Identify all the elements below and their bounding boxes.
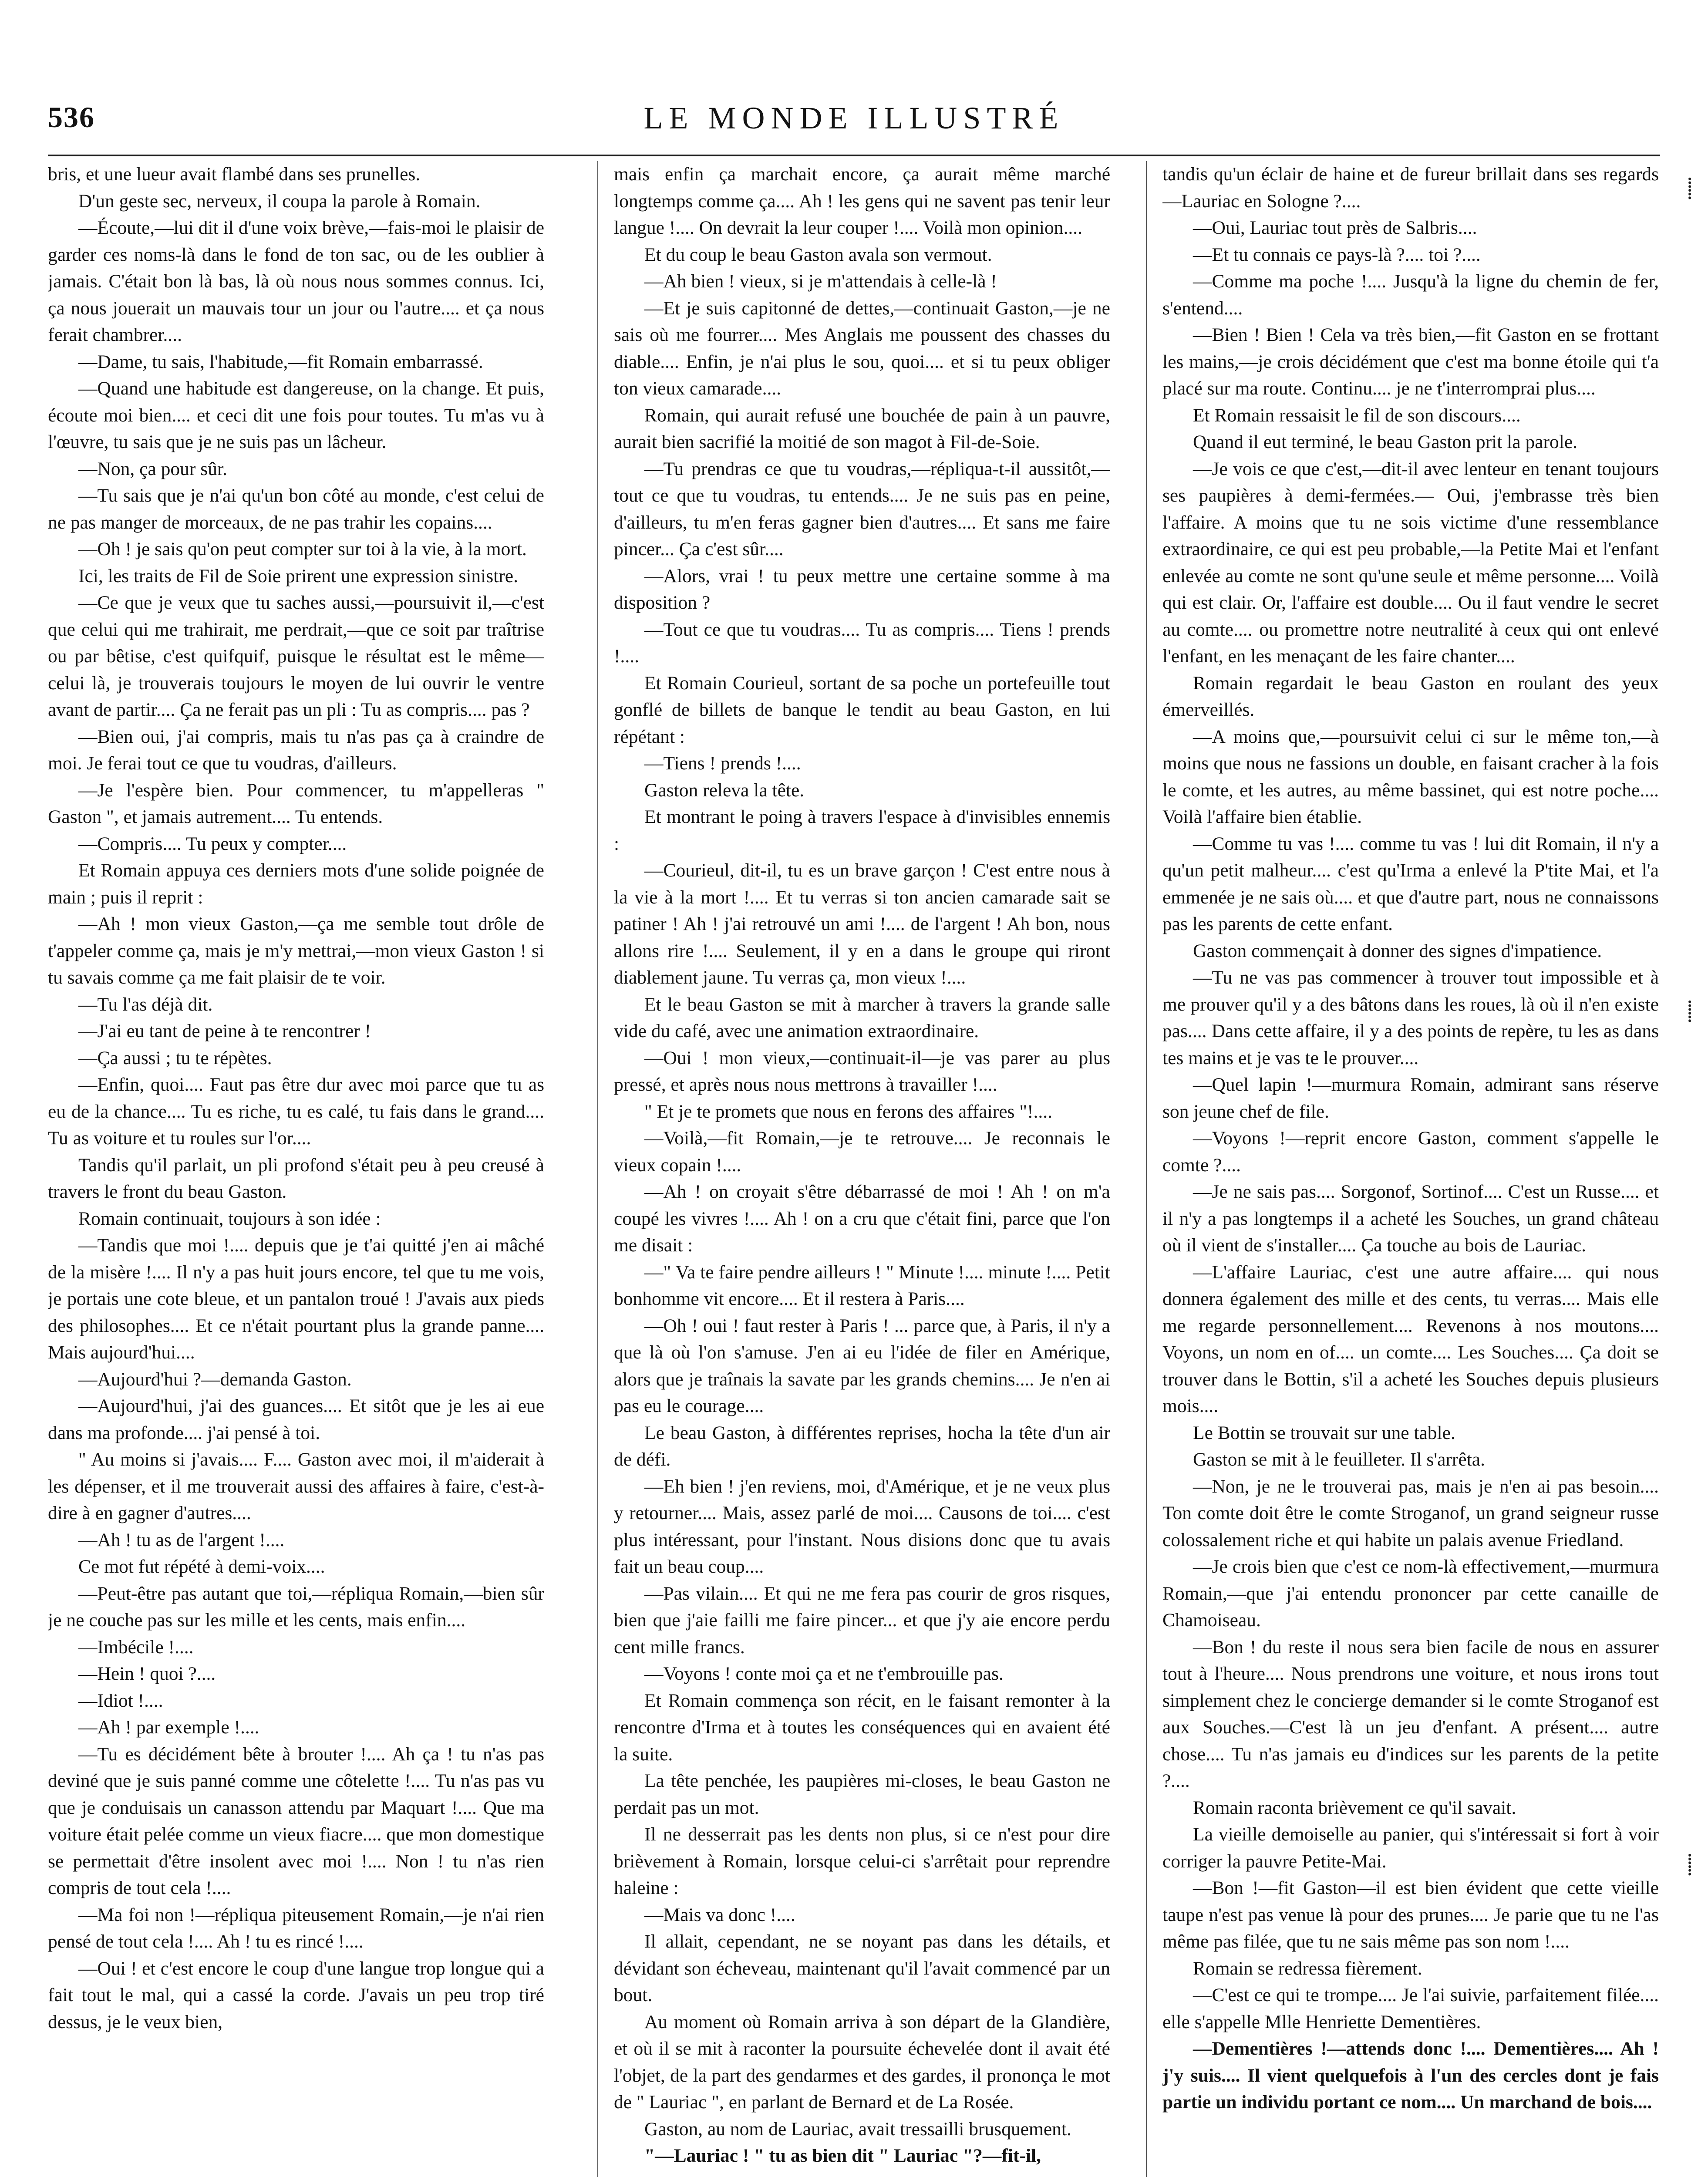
article-paragraph: La vieille demoiselle au panier, qui s'intéressait si fort à voir corriger la pauvre Petite-Mai. [1162,1824,1659,1872]
article-paragraph: D'un geste sec, nerveux, il coupa la parole à Romain. [78,190,481,212]
article-paragraph: —Tu sais que je n'ai qu'un bon côté au monde, c'est celui de ne pas manger de morceaux, de ne pas trahir les copains.... [48,485,544,533]
article-paragraph: Romain se redressa fièrement. [1193,1958,1422,1979]
article-paragraph: —Non, ça pour sûr. [78,458,227,479]
article-paragraph: —J'ai eu tant de peine à te rencontrer ! [78,1021,371,1041]
article-paragraph: Il ne desserrait pas les dents non plus, si ce n'est pour dire brièvement à Romain, lorsque celui-ci s'arrêtait pour reprendre haleine : [614,1824,1110,1898]
text-column-3 [1162,161,1659,2177]
article-paragraph: Gaston commençait à donner des signes d'impatience. [1193,940,1602,961]
article-paragraph: —Je crois bien que c'est ce nom-là effectivement,—murmura Romain,—que j'ai entendu prononcer par cette canaille de Chamoiseau. [1162,1556,1659,1631]
margin-mark: ⸽ [1687,1853,1692,1876]
article-paragraph: —Voyons !—reprit encore Gaston, comment s'appelle le comte ?.... [1162,1128,1659,1176]
article-paragraph: —Je vois ce que c'est,—dit-il avec lenteur en tenant toujours ses paupières à demi-fermées.— Oui, j'embrasse très bien l'affaire. A moins que tu ne sois victime d'une ressemblance extraordinaire, ce qui est peu probable,—la Petite Mai et l'enfant enlevée au comte ne sont qu'une seule et même personne.... Voilà qui est clair. Or, l'affaire est double.... Ou il faut vendre le secret au comte.... ou promettre notre neutralité à ceux qui ont enlevé l'enfant, en les menaçant de les faire chanter.... [1162,458,1659,667]
article-paragraph: Romain continuait, toujours à son idée : [78,1208,381,1229]
article-paragraph: —Ah ! on croyait s'être débarrassé de moi ! Ah ! on m'a coupé les vivres !.... Ah ! on a cru que c'était fini, parce que l'on me disait : [614,1181,1110,1256]
article-paragraph: —Ah ! tu as de l'argent !.... [78,1529,285,1550]
article-paragraph: —Peut-être pas autant que toi,—répliqua Romain,—bien sûr je ne couche pas sur les mille et les cents, mais enfin.... [48,1583,544,1631]
article-paragraph: La tête penchée, les paupières mi-closes, le beau Gaston ne perdait pas un mot. [614,1770,1110,1818]
article-paragraph: —Comme ma poche !.... Jusqu'à la ligne du chemin de fer, s'entend.... [1162,271,1659,319]
column-divider [1146,161,1147,2177]
article-paragraph: —Aujourd'hui, j'ai des guances.... Et sitôt que je les ai eue dans ma profonde.... j'ai pensé à toi. [48,1395,544,1443]
article-paragraph: —Idiot !.... [78,1690,163,1711]
article-paragraph: Au moment où Romain arriva à son départ de la Glandière, et où il se mit à raconter la poursuite échevelée dont il avait été l'objet, de la part des gendarmes et des gardes, il prononça le mot de " Lauriac ", en parlant de Bernard et de La Rosée. [614,2011,1110,2113]
article-paragraph: —Bon !—fit Gaston—il est bien évident que cette vieille taupe n'est pas venue là pour des prunes.... Je parie que tu ne l'as même pas filée, que tu ne sais même pas son nom !.... [1162,1877,1659,1952]
article-paragraph: —Tu l'as déjà dit. [78,994,213,1015]
article-paragraph: —Ma foi non !—répliqua piteusement Romain,—je n'ai rien pensé de tout cela !.... Ah ! tu es rincé !.... [48,1904,544,1952]
article-paragraph: Romain, qui aurait refusé une bouchée de pain à un pauvre, aurait bien sacrifié la moitié de son magot à Fil-de-Soie. [614,404,1110,452]
article-paragraph: Gaston se mit à le feuilleter. Il s'arrêta. [1193,1449,1485,1470]
article-paragraph: Gaston releva la tête. [644,779,805,801]
article-paragraph: —Oui ! mon vieux,—continuait-il—je vas parer au plus pressé, et après nous nous mettrons à travailler !.... [614,1047,1110,1095]
article-paragraph: —Tiens ! prends !.... [644,753,801,774]
article-paragraph: "—Lauriac ! " tu as bien dit " Lauriac "?—fit-il, [644,2145,1041,2166]
article-paragraph: —Je ne sais pas.... Sorgonof, Sortinof.... C'est un Russe.... et il n'y a pas longtemps il a acheté les Souches, un grand château où il vient de s'installer.... Ça touche au bois de Lauriac. [1162,1181,1659,1256]
article-paragraph: Romain raconta brièvement ce qu'il savait. [1193,1797,1516,1818]
article-paragraph: —Oui ! et c'est encore le coup d'une langue trop longue qui a fait tout le mal, qui a cassé la corde. J'avais un peu trop tiré dessus, je le veux bien, [48,1958,544,2032]
article-paragraph: —Et tu connais ce pays-là ?.... toi ?.... [1193,244,1481,265]
column-divider [597,161,598,2177]
article-paragraph: —Tu ne vas pas commencer à trouver tout impossible et à me prouver qu'il y a des bâtons dans les roues, là où il n'en existe pas.... Dans cette affaire, il y a des points de repère, tu les as dans tes mains et je vas te le prouver.... [1162,967,1659,1068]
article-paragraph: —Oh ! oui ! faut rester à Paris ! ... parce que, à Paris, il n'y a que là où l'on s'amuse. J'en ai eu l'idée de filer en Amérique, alors que je traînais la savate par les grands chemins.... Je n'en ai pas eu le courage.... [614,1315,1110,1416]
article-paragraph: —Bien ! Bien ! Cela va très bien,—fit Gaston en se frottant les mains,—je crois décidément que c'est ma bonne étoile qui t'a placé sur ma route. Continu.... je ne t'interromprai plus.... [1162,324,1659,399]
article-paragraph: Gaston, au nom de Lauriac, avait tressailli brusquement. [644,2118,1071,2140]
article-paragraph: —Bien oui, j'ai compris, mais tu n'as pas ça à craindre de moi. Je ferai tout ce que tu voudras, d'ailleurs. [48,726,544,774]
article-paragraph: —Pas vilain.... Et qui ne me fera pas courir de gros risques, bien que j'aie failli me faire pincer... et que j'y aie encore perdu cent mille francs. [614,1583,1110,1658]
article-paragraph: —Ah ! par exemple !.... [78,1717,259,1738]
article-paragraph: mais enfin ça marchait encore, ça aurait même marché longtemps comme ça.... Ah ! les gens qui ne savent pas tenir leur langue !.... On devrait la leur couper !.... Voilà mon opinion.... [614,164,1110,238]
article-paragraph: Et montrant le poing à travers l'espace à d'invisibles ennemis : [614,806,1110,854]
article-paragraph: bris, et une lueur avait flambé dans ses prunelles. [48,164,421,185]
article-paragraph: Et Romain commença son récit, en le faisant remonter à la rencontre d'Irma et à toutes les conséquences qui en avaient été la suite. [614,1690,1110,1765]
article-paragraph: —Voyons ! conte moi ça et ne t'embrouille pas. [644,1663,1004,1684]
masthead-title: LE MONDE ILLUSTRÉ [643,101,1065,135]
article-paragraph: Quand il eut terminé, le beau Gaston prit la parole. [1193,431,1577,452]
article-paragraph: Ici, les traits de Fil de Soie prirent une expression sinistre. [78,565,518,586]
article-paragraph: Il allait, cependant, ne se noyant pas dans les détails, et dévidant son écheveau, maintenant qu'il l'avait commencé par un bout. [614,1931,1110,2005]
article-paragraph: —Mais va donc !.... [644,1904,795,1925]
article-paragraph: —Voilà,—fit Romain,—je te retrouve.... Je reconnais le vieux copain !.... [614,1128,1110,1176]
article-paragraph: " Et je te promets que nous en ferons des affaires "!.... [644,1101,1053,1122]
page-header [48,100,1660,148]
article-paragraph: Ce mot fut répété à demi-voix.... [78,1556,325,1577]
article-paragraph: —Je l'espère bien. Pour commencer, tu m'appelleras " Gaston ", et jamais autrement.... Tu entends. [48,779,544,827]
article-paragraph: —Dame, tu sais, l'habitude,—fit Romain embarrassé. [78,351,483,372]
article-paragraph: —Non, je ne le trouverai pas, mais je n'en ai pas besoin.... Ton comte doit être le comte Stroganof, un grand seigneur russe colossalement riche et qui habite un palais avenue Friedland. [1162,1476,1659,1550]
article-paragraph: —Ce que je veux que tu saches aussi,—poursuivit il,—c'est que celui qui me trahirait, me perdrait,—que ce soit par traîtrise ou par bêtise, c'est quifquif, puisque le résultat est le même—celui là, je trouverais toujours le moyen de lui ouvrir le ventre avant de partir.... Ça ne ferait pas un pli : Tu as compris.... pas ? [48,592,544,720]
page-number: 536 [48,101,95,134]
article-paragraph: —Comme tu vas !.... comme tu vas ! lui dit Romain, il n'y a qu'un petit malheur.... c'est qu'Irma a enlevé la P'tite Mai, et l'a emmenée je ne sais où.... et que d'autre part, nous ne connaissons pas les parents de cette enfant. [1162,833,1659,934]
article-paragraph: —" Va te faire pendre ailleurs ! " Minute !.... minute !.... Petit bonhomme vit encore.... Et il restera à Paris.... [614,1261,1110,1309]
article-paragraph: Le Bottin se trouvait sur une table. [1193,1422,1455,1443]
article-paragraph: Et Romain ressaisit le fil de son discours.... [1193,404,1521,426]
article-paragraph: —Quand une habitude est dangereuse, on la change. Et puis, écoute moi bien.... et ceci dit une fois pour toutes. Tu m'as vu à l'œuvre, tu sais que je ne suis pas un lâcheur. [48,378,544,452]
article-paragraph: Romain regardait le beau Gaston en roulant des yeux émerveillés. [1162,672,1659,720]
article-paragraph: —Ah ! mon vieux Gaston,—ça me semble tout drôle de t'appeler comme ça, mais je m'y mettrai,—mon vieux Gaston ! si tu savais comme ça me fait plaisir de te voir. [48,913,544,988]
article-paragraph: —Bon ! du reste il nous sera bien facile de nous en assurer tout à l'heure.... Nous prendrons une voiture, et nous irons tout simplement chez le concierge demander si le comte Stroganof est aux Souches.—C'est là un jeu d'enfant. A présent.... autre chose.... Tu n'as jamais eu d'indices sur les parents de la petite ?.... [1162,1636,1659,1791]
article-paragraph: Et du coup le beau Gaston avala son vermout. [644,244,992,265]
article-paragraph: —Tu es décidément bête à brouter !.... Ah ça ! tu n'as pas deviné que je suis panné comme une côtelette !.... Tu n'as pas vu que je conduisais un canasson attendu par Maquart !.... Que ma voiture était pelée comme un vieux fiacre.... que mon domestique se permettait d'être insolent avec moi !.... Non ! tu n'as rien compris de tout cela !.... [48,1743,544,1898]
article-paragraph: —L'affaire Lauriac, c'est une autre affaire.... qui nous donnera également des mille et des cents, tu verras.... Mais elle me regarde personnellement.... Revenons à nos moutons.... Voyons, un nom en of.... un comte.... Les Souches.... Ça doit se trouver dans le Bottin, s'il a acheté les Souches depuis plusieurs mois.... [1162,1261,1659,1416]
text-column-2 [614,161,1110,2177]
article-paragraph: —Écoute,—lui dit il d'une voix brève,—fais-moi le plaisir de garder ces noms-là dans le fond de ton sac, ou de les oublier à jamais. C'était bon là bas, là où nous nous sommes connus. Ici, ça nous jouerait un mauvais tour un jour ou l'autre.... et ça nous ferait chambrer.... [48,217,544,345]
article-paragraph: —C'est ce qui te trompe.... Je l'ai suivie, parfaitement filée.... elle s'appelle Mlle Henriette Dementières. [1162,1985,1659,2032]
article-paragraph: tandis qu'un éclair de haine et de fureur brillait dans ses regards—Lauriac en Sologne ?.... [1162,164,1659,212]
article-paragraph: —Tandis que moi !.... depuis que je t'ai quitté j'en ai mâché de la misère !.... Il n'y a pas huit jours encore, tel que tu me vois, je portais une cote bleue, et un pantalon troué ! J'avais aux pieds des philosophes.... Et ce n'était pourtant plus la grande panne.... Mais aujourd'hui.... [48,1235,544,1363]
margin-mark: ⸽ [1687,1000,1692,1022]
article-paragraph: —Hein ! quoi ?.... [78,1663,216,1684]
article-paragraph: —A moins que,—poursuivit celui ci sur le même ton,—à moins que nous ne fassions un double, en faisant cracher à la fois le comte, et les autres, au même bassinet, qui est notre poche.... Voilà l'affaire bien établie. [1162,726,1659,827]
article-paragraph: " Au moins si j'avais.... F.... Gaston avec moi, il m'aiderait à les dépenser, et il me trouverait aussi des affaires à faire, c'est-à-dire à en gagner d'autres.... [48,1449,544,1523]
article-paragraph: —Eh bien ! j'en reviens, moi, d'Amérique, et je ne veux plus y retourner.... Mais, assez parlé de moi.... Causons de toi.... c'est plus intéressant, pour l'instant. Nous disions donc que tu avais fait un beau coup.... [614,1476,1110,1577]
article-paragraph: —Alors, vrai ! tu peux mettre une certaine somme à ma disposition ? [614,565,1110,613]
article-paragraph: —Imbécile !.... [78,1636,194,1658]
article-paragraph: —Tu prendras ce que tu voudras,—répliqua-t-il aussitôt,—tout ce que tu voudras, tu entends.... Je ne suis pas en peine, d'ailleurs, tu m'en feras gagner bien d'autres.... Et sans me faire pincer... Ça c'est sûr.... [614,458,1110,559]
article-paragraph: —Ça aussi ; tu te répètes. [78,1047,272,1068]
article-paragraph: —Oui, Lauriac tout près de Salbris.... [1193,217,1477,238]
header-rule [48,155,1660,156]
article-paragraph: —Courieul, dit-il, tu es un brave garçon ! C'est entre nous à la vie à la mort !.... Et tu verras si ton ancien camarade sait se patiner ! Ah ! j'ai retrouvé un ami !.... de l'argent ! Ah bon, nous allons rire !.... Seulement, il y en a dans le groupe qui riront diablement jaune. Tu verras ça, mon vieux !.... [614,860,1110,988]
article-paragraph: —Et je suis capitonné de dettes,—continuait Gaston,—je ne sais où me fourrer.... Mes Anglais me poussent des chasses du diable.... Enfin, je n'ai plus le sou, quoi.... et si tu peux obliger ton vieux camarade.... [614,297,1110,399]
article-paragraph: —Tout ce que tu voudras.... Tu as compris.... Tiens ! prends !.... [614,619,1110,667]
article-paragraph: Et Romain appuya ces derniers mots d'une solide poignée de main ; puis il reprit : [48,860,544,908]
article-paragraph: Et Romain Courieul, sortant de sa poche un portefeuille tout gonflé de billets de banque le tendit au beau Gaston, en lui répétant : [614,672,1110,747]
article-paragraph: —Dementières !—attends donc !.... Dementières.... Ah ! j'y suis.... Il vient quelquefois à l'un des cercles dont je fais partie un individu portant ce nom.... Un marchand de bois.... [1162,2038,1659,2113]
article-paragraph: Le beau Gaston, à différentes reprises, hocha la tête d'un air de défi. [614,1422,1110,1470]
margin-mark: ⸽ [1687,177,1692,199]
article-paragraph: —Enfin, quoi.... Faut pas être dur avec moi parce que tu as eu de la chance.... Tu es riche, tu es calé, tu fais dans le grand.... Tu as voiture et tu roules sur l'or.... [48,1074,544,1149]
article-paragraph: Et le beau Gaston se mit à marcher à travers la grande salle vide du café, avec une animation extraordinaire. [614,994,1110,1041]
article-paragraph: —Aujourd'hui ?—demanda Gaston. [78,1368,352,1390]
text-column-1 [48,161,544,2177]
article-paragraph: —Quel lapin !—murmura Romain, admirant sans réserve son jeune chef de file. [1162,1074,1659,1122]
article-paragraph: —Compris.... Tu peux y compter.... [78,833,347,854]
article-paragraph: —Oh ! je sais qu'on peut compter sur toi à la vie, à la mort. [78,539,527,559]
article-paragraph: —Ah bien ! vieux, si je m'attendais à celle-là ! [644,271,997,292]
article-paragraph: Tandis qu'il parlait, un pli profond s'était peu à peu creusé à travers le front du beau Gaston. [48,1154,544,1202]
